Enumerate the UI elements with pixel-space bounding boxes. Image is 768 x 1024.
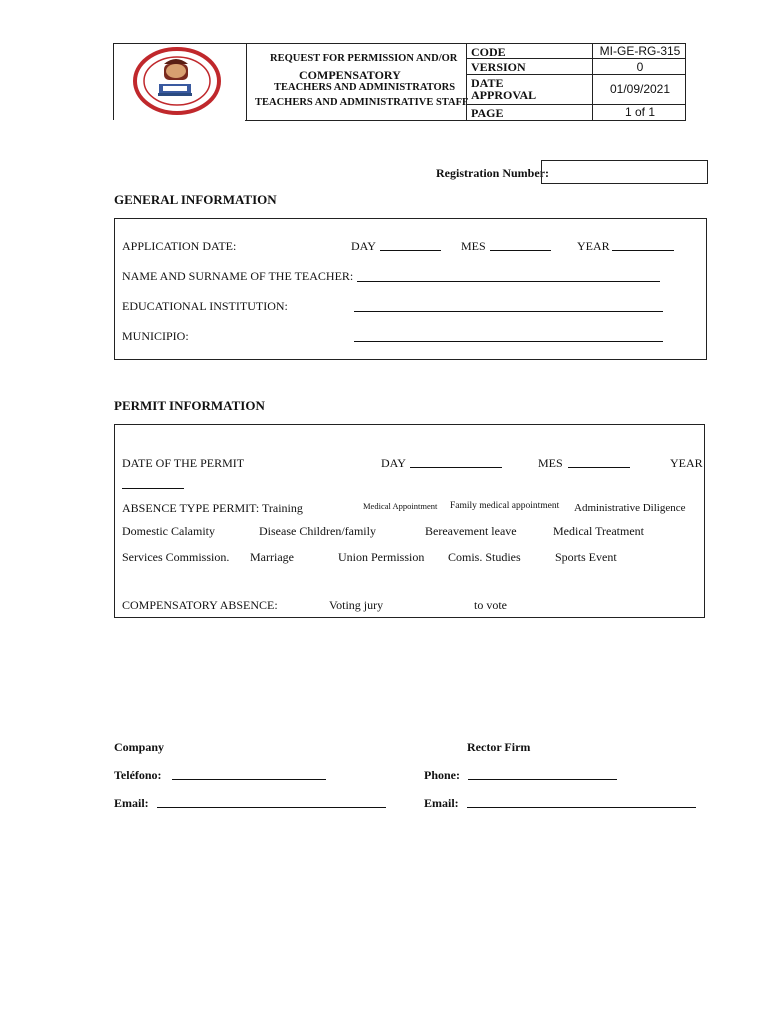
meta-row-version — [466, 58, 686, 75]
meta-value: MI-GE-RG-315 — [599, 44, 681, 58]
email-right-label: Email: — [424, 796, 459, 810]
form-title-line1: REQUEST FOR PERMISSION AND/OR — [270, 53, 458, 64]
permit-information-box — [114, 424, 705, 618]
option-bereavement-leave[interactable]: Bereavement leave — [425, 524, 517, 538]
telefono-field[interactable] — [172, 768, 326, 780]
logo-cell — [113, 43, 247, 120]
application-mes-field[interactable] — [490, 239, 551, 251]
meta-value: 0 — [636, 60, 644, 74]
teacher-name-label: NAME AND SURNAME OF THE TEACHER: — [122, 269, 354, 283]
meta-row-page — [466, 104, 686, 121]
document-header — [113, 43, 684, 120]
application-year-field[interactable] — [612, 239, 674, 251]
school-logo — [114, 44, 246, 120]
option-marriage[interactable]: Marriage — [250, 550, 294, 564]
permit-mes-field[interactable] — [568, 456, 630, 468]
option-domestic-calamity[interactable]: Domestic Calamity — [122, 524, 215, 538]
permit-information-heading: PERMIT INFORMATION — [114, 398, 265, 413]
application-date-label: APPLICATION DATE: — [122, 239, 237, 253]
company-label: Company — [114, 740, 165, 754]
registration-number-label: Registration Number: — [436, 166, 549, 180]
option-sports-event[interactable]: Sports Event — [555, 550, 617, 564]
form-title-line2: COMPENSATORY — [299, 68, 401, 82]
educational-institution-label: EDUCATIONAL INSTITUTION: — [122, 299, 288, 313]
email-left-field[interactable] — [157, 796, 386, 808]
absence-type-label: ABSENCE TYPE PERMIT: Training — [122, 501, 303, 515]
municipio-label: MUNICIPIO: — [122, 329, 189, 343]
telefono-label: Teléfono: — [114, 768, 162, 782]
option-voting-jury[interactable]: Voting jury — [329, 598, 384, 612]
meta-key: PAGE — [471, 106, 504, 120]
meta-value: 01/09/2021 — [609, 82, 671, 96]
option-comis-studies[interactable]: Comis. Studies — [448, 550, 521, 564]
form-title-line4: TEACHERS AND ADMINISTRATIVE STAFF — [255, 97, 469, 108]
permit-day-field[interactable] — [410, 456, 502, 468]
meta-key: CODE — [471, 45, 506, 59]
option-services-commission[interactable]: Services Commission. — [122, 550, 230, 564]
municipio-field[interactable] — [354, 330, 663, 342]
email-right-field[interactable] — [467, 796, 696, 808]
option-disease-children-family[interactable]: Disease Children/family — [259, 524, 376, 538]
meta-value: 1 of 1 — [624, 105, 656, 119]
teacher-name-field[interactable] — [357, 270, 660, 282]
application-year-label: YEAR — [577, 239, 610, 253]
option-union-permission[interactable]: Union Permission — [338, 550, 425, 564]
general-information-heading: GENERAL INFORMATION — [114, 192, 277, 207]
meta-row-date — [466, 74, 686, 105]
meta-row-code — [466, 43, 686, 59]
meta-key: DATE APPROVAL — [471, 76, 537, 102]
title-cell — [245, 43, 469, 121]
application-day-label: DAY — [351, 239, 376, 253]
application-mes-label: MES — [461, 239, 486, 253]
educational-institution-field[interactable] — [354, 300, 663, 312]
email-left-label: Email: — [114, 796, 149, 810]
meta-key: VERSION — [471, 60, 526, 74]
registration-number-field[interactable] — [541, 160, 708, 184]
option-medical-treatment[interactable]: Medical Treatment — [553, 524, 644, 538]
phone-field[interactable] — [468, 768, 617, 780]
form-title-line3: TEACHERS AND ADMINISTRATORS — [274, 82, 456, 93]
option-to-vote[interactable]: to vote — [474, 598, 507, 612]
option-medical-appointment[interactable]: Medical Appointment — [363, 501, 438, 511]
option-family-medical-appointment[interactable]: Family medical appointment — [450, 501, 560, 511]
permit-date-label: DATE OF THE PERMIT — [122, 456, 245, 470]
application-day-field[interactable] — [380, 239, 441, 251]
permit-day-label: DAY — [381, 456, 406, 470]
option-administrative-diligence[interactable]: Administrative Diligence — [574, 502, 686, 514]
compensatory-absence-label: COMPENSATORY ABSENCE: — [122, 598, 278, 612]
rector-firm-label: Rector Firm — [467, 740, 531, 754]
permit-mes-label: MES — [538, 456, 563, 470]
permit-year-field[interactable] — [122, 477, 184, 489]
permit-year-label: YEAR — [670, 456, 703, 470]
phone-label: Phone: — [424, 768, 460, 782]
